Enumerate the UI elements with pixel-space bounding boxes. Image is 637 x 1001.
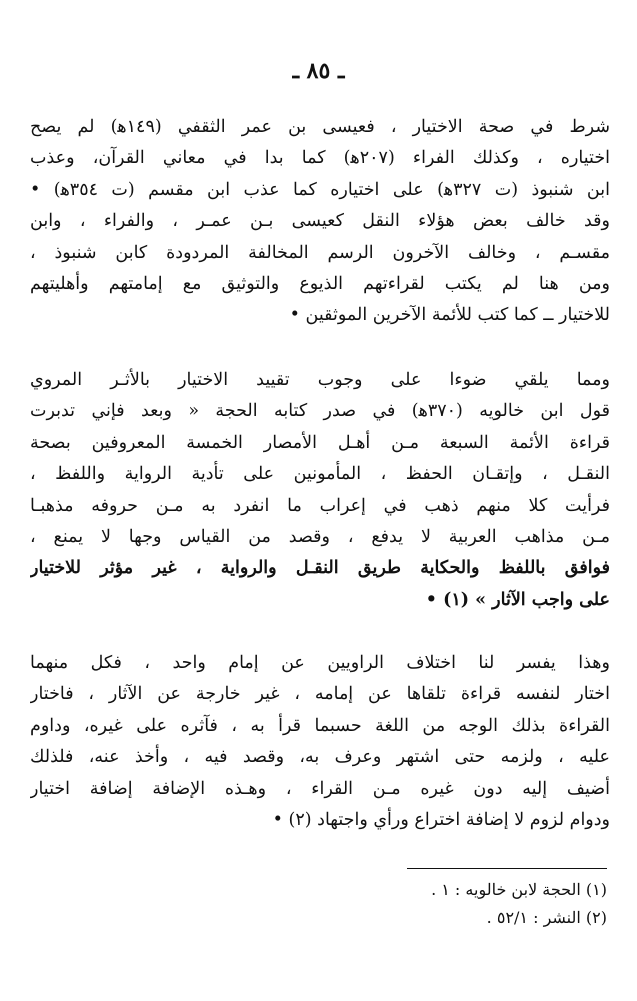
paragraph-1 <box>30 112 610 332</box>
page-number: ـ ٨٥ ـ <box>292 58 345 84</box>
text-line: وقد خالف بعض هؤلاء النقل كعيسى بـن عمـر ، والفراء ، وابن <box>30 211 610 232</box>
text-line: فرأيت كلا منهم ذهب في إعراب ما انفرد به مـن حروفه مذهبـا <box>30 495 610 516</box>
quoted-text-line: على واجب الآثار » (١) • <box>425 589 610 610</box>
text-line: شرط في صحة الاختيار ، فعيسى بن عمر الثقفي (١٤٩ﻫ) لم يصح <box>30 117 610 137</box>
text-line: مقسـم ، وخالف الآخرون الرسم المخالفة المردودة كابن شنبوذ ، <box>30 242 610 263</box>
footnote-divider <box>407 868 607 869</box>
text-line: عليه ، ولزمه حتى اشتهر وعرف به، وقصد فيه ، وأخذ عنه، فلذلك <box>30 747 610 768</box>
text-line: ومن هنا لم يكتب لقراءتهم الذيوع والتوثيق مع إمامتهم وأهليتهم <box>30 273 610 294</box>
footnote-2: (٢) النشر : ٥٢/١ . <box>486 908 607 927</box>
text-line: قراءة الأئمة السبعة مـن أهـل الأمصار الخمسة المعروفين بصحة <box>30 432 610 453</box>
text-line: اختياره ، وكذلك الفراء (٢٠٧ﻫ) كما بدا في معاني القرآن، وعذب <box>30 148 610 169</box>
paragraph-2 <box>30 365 610 616</box>
text-line: للاختيار ــ كما كتب للأئمة الآخرين الموثقين • <box>289 305 610 326</box>
paragraph-3 <box>30 648 610 836</box>
text-line: النقـل ، وإتقـان الحفظ ، المأمونين على تأدية الرواية واللفظ ، <box>30 464 610 485</box>
footnotes <box>27 876 607 932</box>
footnote-1: (١) الحجة لابن خالويه : ١ . <box>431 880 607 899</box>
text-line: اختار لنفسه قراءة تلقاها عن إمامه ، غير خارجة عن الآثار ، فاختار <box>30 684 610 705</box>
text-line: مـن مذاهب العربية لا يدفع ، وقصد من القياس وجها لا يمنع ، <box>30 526 610 547</box>
text-line: قول ابن خالويه (٣٧٠ﻫ) في صدر كتابه الحجة « وبعد فإني تدبرت <box>30 401 610 422</box>
text-line: ودوام لزوم لا إضافة اختراع ورأي واجتهاد (٢) • <box>272 809 610 830</box>
text-line: وهذا يفسر لنا اختلاف الراويين عن إمام واحد ، فكل منهما <box>30 653 610 673</box>
text-line: أضيف إليه دون غيره مـن القراء ، وهـذه الإضافة إضافة اختيار <box>30 778 610 799</box>
text-line: ومما يلقي ضوءا على وجوب تقييد الاختيار بالأثـر المروي <box>30 370 610 390</box>
text-line: ابن شنبوذ (ت ٣٢٧ﻫ) على اختياره كما عذب ابن مقسم (ت ٣٥٤ﻫ) • <box>30 179 610 200</box>
quoted-text-line: فوافق باللفظ والحكاية طريق النقـل والرواية ، غير مؤثر للاختيار <box>30 558 610 579</box>
text-line: القراءة بذلك الوجه من اللغة حسبما قرأ به ، فآثره على غيره، وداوم <box>30 715 610 736</box>
